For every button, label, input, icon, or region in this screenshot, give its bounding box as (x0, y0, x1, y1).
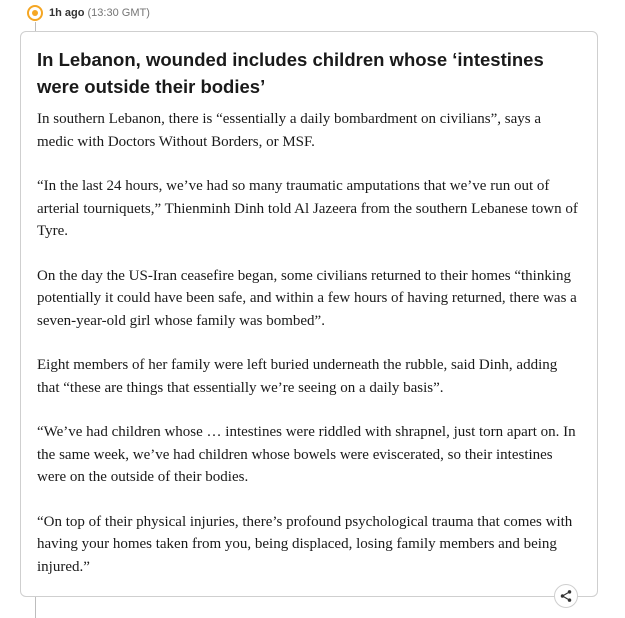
share-button[interactable] (554, 584, 578, 608)
live-update-card (20, 31, 598, 597)
timeline-dot-icon (27, 5, 43, 21)
post-paragraph: In southern Lebanon, there is “essentially a daily bombardment on civilians”, says a medic with Doctors Without Borders, or MSF. (37, 111, 542, 150)
post-paragraph: “On top of their physical injuries, there’s profound psychological trauma that comes with having your homes taken from you, being displaced, losing family members and being injured.” (37, 513, 573, 575)
post-paragraph: “In the last 24 hours, we’ve had so many traumatic amputations that we’ve run out of arterial tourniquets,” Thienminh Dinh told Al Jazeera from the southern Lebanese town of Tyre. (37, 178, 578, 239)
timestamp-absolute: (13:30 GMT) (87, 7, 150, 19)
post-paragraph: “We’ve had children whose … intestines were riddled with shrapnel, just torn apart on. In the same week, we’ve had children whose bowels were eviscerated, so their intestines were on the outside of their bodies. (37, 424, 576, 485)
post-headline: In Lebanon, wounded includes children whose ‘intestines were outside their bodies’ (37, 49, 544, 97)
post-paragraph: On the day the US-Iran ceasefire began, some civilians returned to their homes “thinking potentially it could have been safe, and within a few hours of having returned, there was a seven-year-old girl whose family was bombed”. (37, 267, 577, 329)
post-timestamp (49, 7, 150, 20)
share-icon (559, 589, 573, 603)
post-paragraph: Eight members of her family were left buried underneath the rubble, said Dinh, adding that “these are things that essentially we’re seeing on a daily basis”. (37, 357, 558, 396)
timestamp-relative: 1h ago (49, 7, 85, 19)
